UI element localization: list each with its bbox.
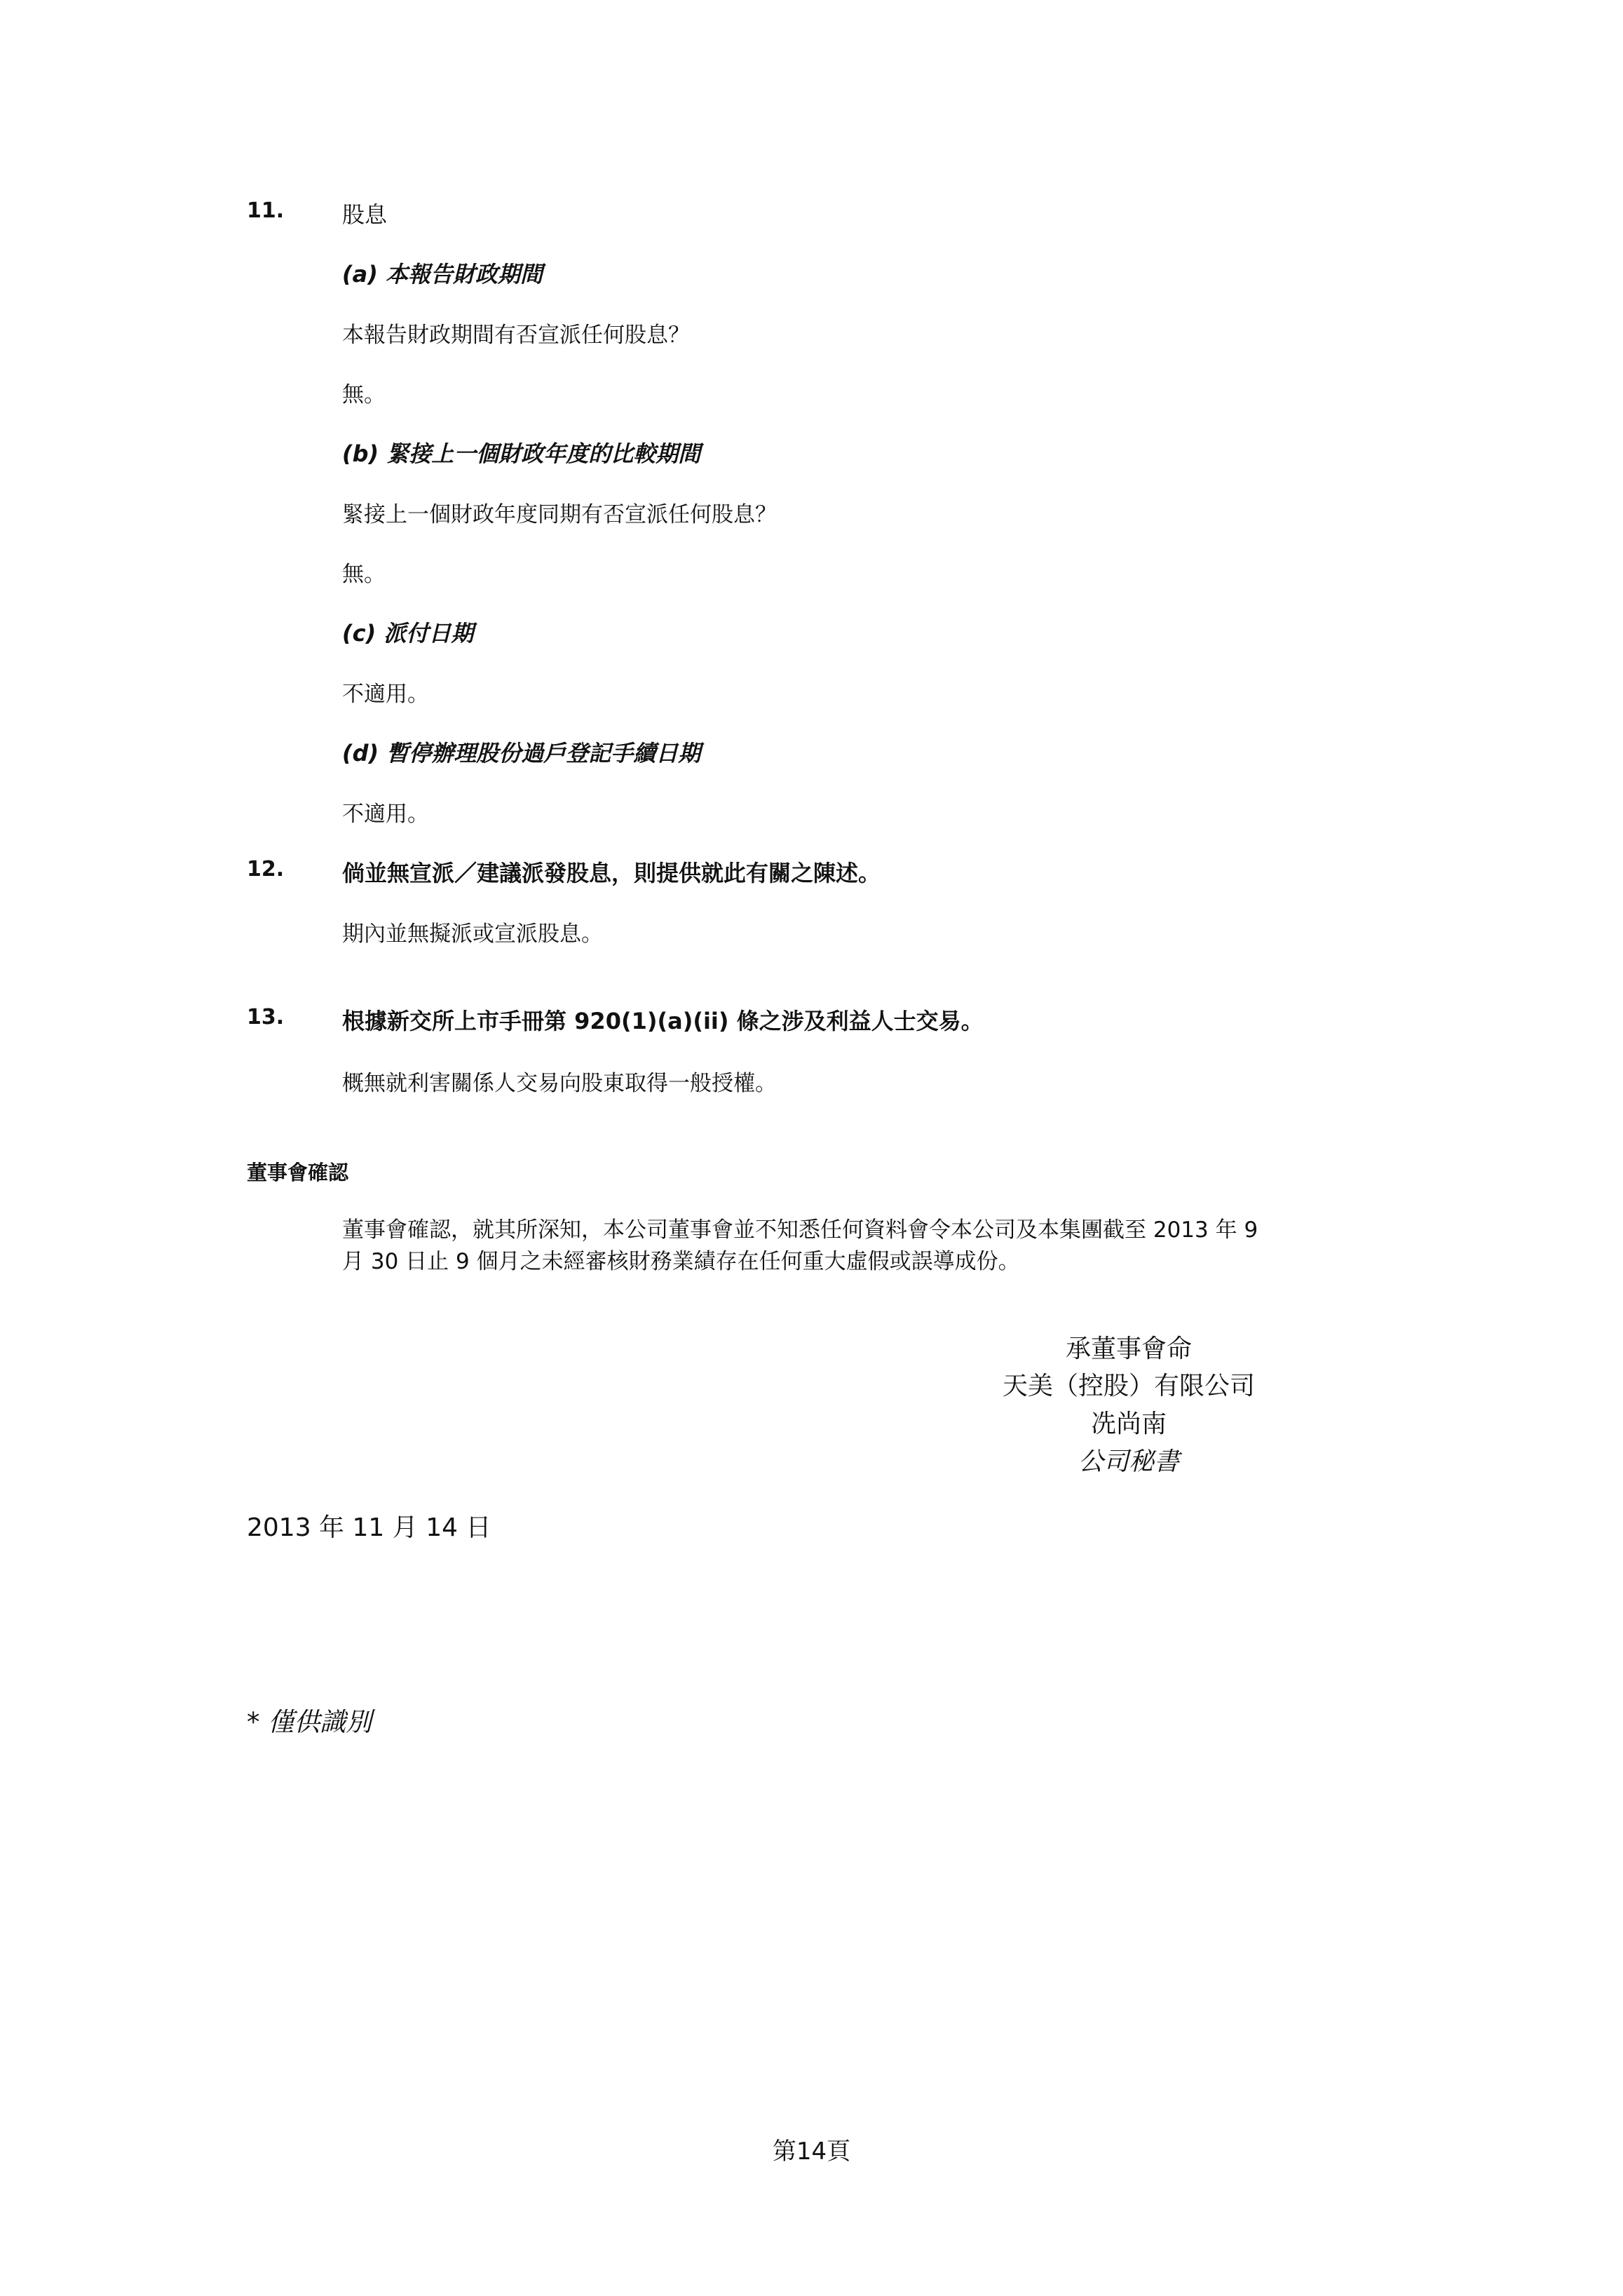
item-12-heading: 倘並無宣派／建議派發股息，則提供就此有關之陳述。 [342, 860, 881, 886]
confirmation-line-1: 董事會確認，就其所深知，本公司董事會並不知悉任何資料會令本公司及本集團截至 2013 年 9 [342, 1217, 1258, 1243]
sub-a-answer: 無。 [342, 382, 386, 407]
sub-d-title: 暫停辦理股份過戶登記手續日期 [386, 740, 701, 767]
confirmation-line-2: 月 30 日止 9 個月之未經審核財務業績存在任何重大虛假或誤導成份。 [342, 1249, 1020, 1274]
sub-d-answer: 不適用。 [342, 802, 429, 827]
item-11-number: 11. [247, 198, 285, 223]
sub-b-question: 緊接上一個財政年度同期有否宣派任何股息？ [342, 502, 777, 527]
sub-a-title: 本報告財政期間 [385, 261, 543, 288]
signature-company: 天美（控股）有限公司 [1002, 1372, 1255, 1400]
sub-b-answer: 無。 [342, 562, 386, 587]
sub-b-heading [342, 436, 700, 468]
sub-b-title: 緊接上一個財政年度的比較期間 [386, 440, 701, 467]
signature-title: 公司秘書 [1078, 1447, 1179, 1476]
sub-c-label: (c) [342, 620, 376, 647]
sub-a-question: 本報告財政期間有否宣派任何股息？ [342, 323, 690, 348]
sub-c-answer: 不適用。 [342, 682, 429, 707]
sub-b-label: (b) [342, 440, 379, 467]
item-12-number: 12. [247, 857, 285, 882]
signature-name: 冼尚南 [1090, 1410, 1167, 1438]
item-13-heading-pre: 根據新交所上市手冊第 [342, 1008, 575, 1034]
document-date: 2013 年 11 月 14 日 [247, 1513, 491, 1542]
item-11-heading: 股息 [342, 201, 388, 228]
sub-d-heading [342, 736, 700, 768]
sub-a-heading [342, 257, 543, 289]
sub-c-heading [342, 616, 473, 648]
sub-d-label: (d) [342, 740, 379, 767]
item-12-body: 期內並無擬派或宣派股息。 [342, 921, 603, 947]
item-13-heading-post: 條之涉及利益人士交易。 [728, 1008, 984, 1034]
confirmation-heading: 董事會確認 [247, 1161, 349, 1184]
signature-by-order: 承董事會命 [1065, 1335, 1192, 1363]
sub-c-title: 派付日期 [383, 620, 474, 647]
page-number: 第14頁 [772, 2138, 851, 2166]
footnote: * 僅供識別 [247, 1707, 372, 1737]
item-13-heading-ref: 920(1)(a)(ii) [574, 1008, 729, 1034]
item-13-number: 13. [247, 1005, 285, 1029]
item-13-heading [342, 1004, 984, 1036]
sub-a-label: (a) [342, 261, 378, 288]
item-13-body: 概無就利害關係人交易向股東取得一般授權。 [342, 1071, 777, 1096]
